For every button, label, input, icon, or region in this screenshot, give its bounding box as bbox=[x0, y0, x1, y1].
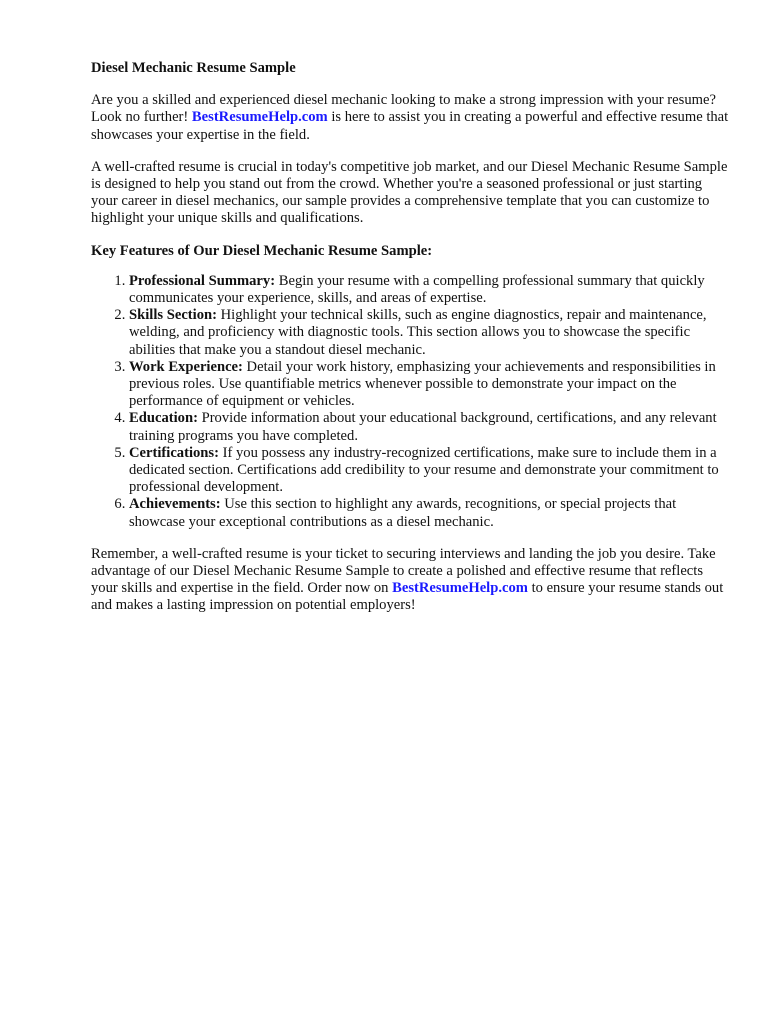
features-list bbox=[91, 273, 731, 531]
feature-text: Provide information about your educational background, certifications, and any relevant training programs you have completed. bbox=[129, 410, 717, 444]
feature-label: Achievements: bbox=[129, 496, 221, 513]
closing-text-after: to ensure your resume stands out and makes a lasting impression on potential employers! bbox=[91, 580, 724, 614]
feature-text: If you possess any industry-recognized certifications, make sure to include them in a dedicated section. Certifications add credibility to your resume and demonstrate your commitment to professional development. bbox=[129, 444, 719, 496]
feature-label: Professional Summary: bbox=[129, 272, 276, 289]
feature-label: Certifications: bbox=[129, 444, 219, 461]
order-link[interactable]: BestResumeHelp.com bbox=[392, 580, 528, 597]
feature-label: Education: bbox=[129, 410, 198, 427]
feature-text: Begin your resume with a compelling professional summary that quickly communicates your experience, skills, and areas of expertise. bbox=[129, 272, 705, 307]
feature-label: Work Experience: bbox=[129, 358, 243, 375]
feature-item-achievements bbox=[129, 496, 731, 530]
intro-text-before: Are you a skilled and experienced diesel mechanic looking to make a strong impression with your resume? Look no further! bbox=[91, 92, 716, 126]
feature-item-skills-section bbox=[129, 307, 731, 359]
features-heading: Key Features of Our Diesel Mechanic Resume Sample: bbox=[91, 242, 433, 259]
closing-paragraph bbox=[91, 546, 731, 615]
feature-item-work-experience bbox=[129, 359, 731, 411]
feature-item-certifications bbox=[129, 445, 731, 497]
body-paragraph: A well-crafted resume is crucial in today's competitive job market, and our Diesel Mechanic Resume Sample is designed to help you stand out from the crowd. Whether you're a seasoned professional or just starting your career in diesel mechanics, our sample provides a comprehensive template that you can customize to highlight your unique skills and qualifications. bbox=[91, 158, 728, 227]
feature-label: Skills Section: bbox=[129, 307, 217, 324]
feature-text: Detail your work history, emphasizing your achievements and responsibilities in previous roles. Use quantifiable metrics whenever possible to demonstrate your impact on the performance of equipment or vehicles. bbox=[129, 358, 716, 410]
feature-text: Use this section to highlight any awards, recognitions, or special projects that showcase your exceptional contributions as a diesel mechanic. bbox=[129, 496, 677, 530]
intro-text-after: is here to assist you in creating a powerful and effective resume that showcases your expertise in the field. bbox=[91, 109, 729, 143]
document-page bbox=[91, 60, 731, 630]
document-title: Diesel Mechanic Resume Sample bbox=[91, 60, 296, 76]
intro-paragraph bbox=[91, 92, 731, 144]
closing-text-before: Remember, a well-crafted resume is your ticket to securing interviews and landing the job you desire. Take advantage of our Diesel Mechanic Resume Sample to create a polished and effective resume that reflects your skills and expertise in the field. Order now on bbox=[91, 545, 716, 597]
feature-item-professional-summary bbox=[129, 273, 731, 307]
feature-item-education bbox=[129, 410, 731, 444]
feature-text: Highlight your technical skills, such as engine diagnostics, repair and maintenance, welding, and proficiency with diagnostic tools. This section allows you to showcase the specific abilities that make you a standout diesel mechanic. bbox=[129, 307, 707, 358]
bestresumehelp-link[interactable]: BestResumeHelp.com bbox=[191, 109, 328, 126]
